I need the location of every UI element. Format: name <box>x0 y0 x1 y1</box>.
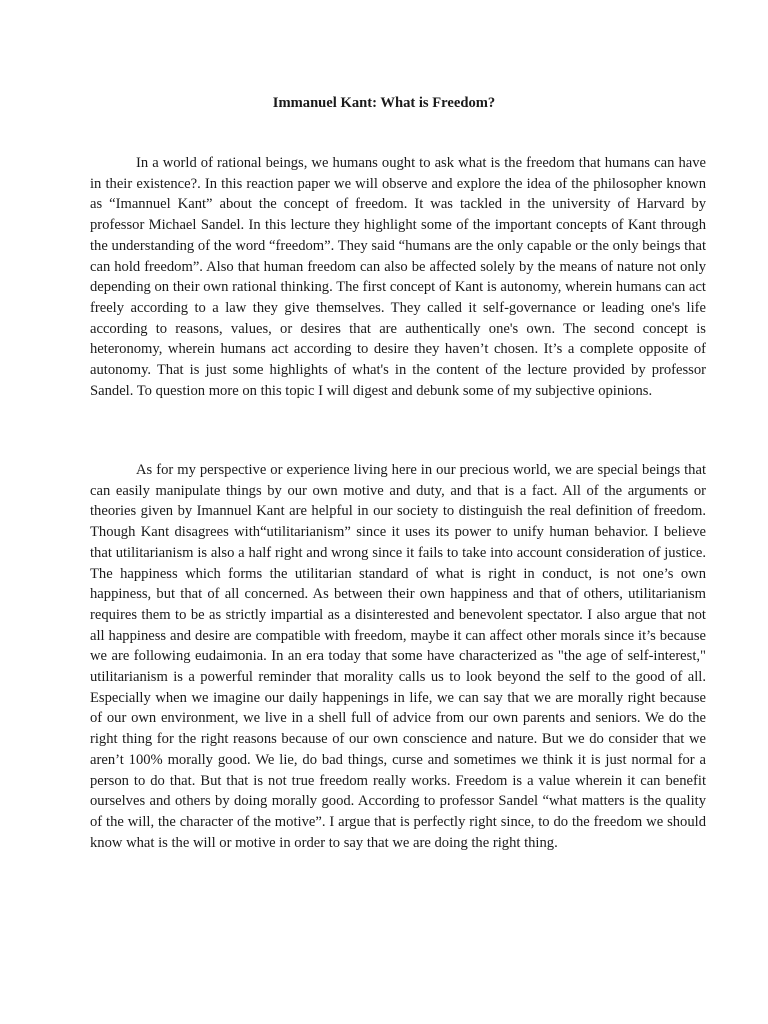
document-title: Immanuel Kant: What is Freedom? <box>272 95 496 111</box>
paragraph-2: As for my perspective or experience living here in our precious world, we are special beings that can easily manipulate things by our own motive and duty, and that is a fact. All of the arguments or theories given by Imannuel Kant are helpful in our society to distinguish the real definition of freedom. Though Kant disagrees with“utilitarianism” since it uses its power to unify human behavior. I believe that utilitarianism is also a half right and wrong since it fails to take into account consideration of justice. The happiness which forms the utilitarian standard of what is right in conduct, is not one’s own happiness, but that of all concerned. As between their own happiness and that of others, utilitarianism requires them to be as strictly impartial as a disinterested and benevolent spectator. I also argue that not all happiness and desire are compatible with freedom, maybe it can affect other morals since it’s because we are following eudaimonia. In an era today that some have characterized as "the age of self-interest," utilitarianism is a powerful reminder that morality calls us to look beyond the self to the good of all. Especially when we imagine our daily happenings in life, we can say that we are morally right because of our own environment, we live in a shell full of advice from our own parents and seniors. We do the right thing for the right reasons because of our own conscience and nature. But we do consider that we aren’t 100% morally good. We lie, do bad things, curse and sometimes we think it is just normal for a person to do that. But that is not true freedom really works. Freedom is a value wherein it can benefit ourselves and others by doing morally good. According to professor Sandel “what matters is the quality of the will, the character of the motive”. I argue that is perfectly right since, to do the freedom we should know what is the will or motive in order to say that we are doing the right thing. <box>90 462 706 851</box>
paragraph-1: In a world of rational beings, we humans ought to ask what is the freedom that humans can have in their existence?. In this reaction paper we will observe and explore the idea of the philosopher known as “Imannuel Kant” about the concept of freedom. It was tackled in the university of Harvard by professor Michael Sandel. In this lecture they highlight some of the important concepts of Kant through the understanding of the word “freedom”. They said “humans are the only capable or the only beings that can hold freedom”. Also that human freedom can also be affected solely by the means of nature not only depending on their own rational thinking. The first concept of Kant is autonomy, wherein humans can act freely according to a law they give themselves. They called it self-governance or leading one's life according to reasons, values, or desires that are authentically one's own. The second concept is heteronomy, wherein humans act according to desire they haven’t chosen. It’s a complete opposite of autonomy. That is just some highlights of what's in the content of the lecture provided by professor Sandel. To question more on this topic I will digest and debunk some of my subjective opinions. <box>90 155 706 399</box>
